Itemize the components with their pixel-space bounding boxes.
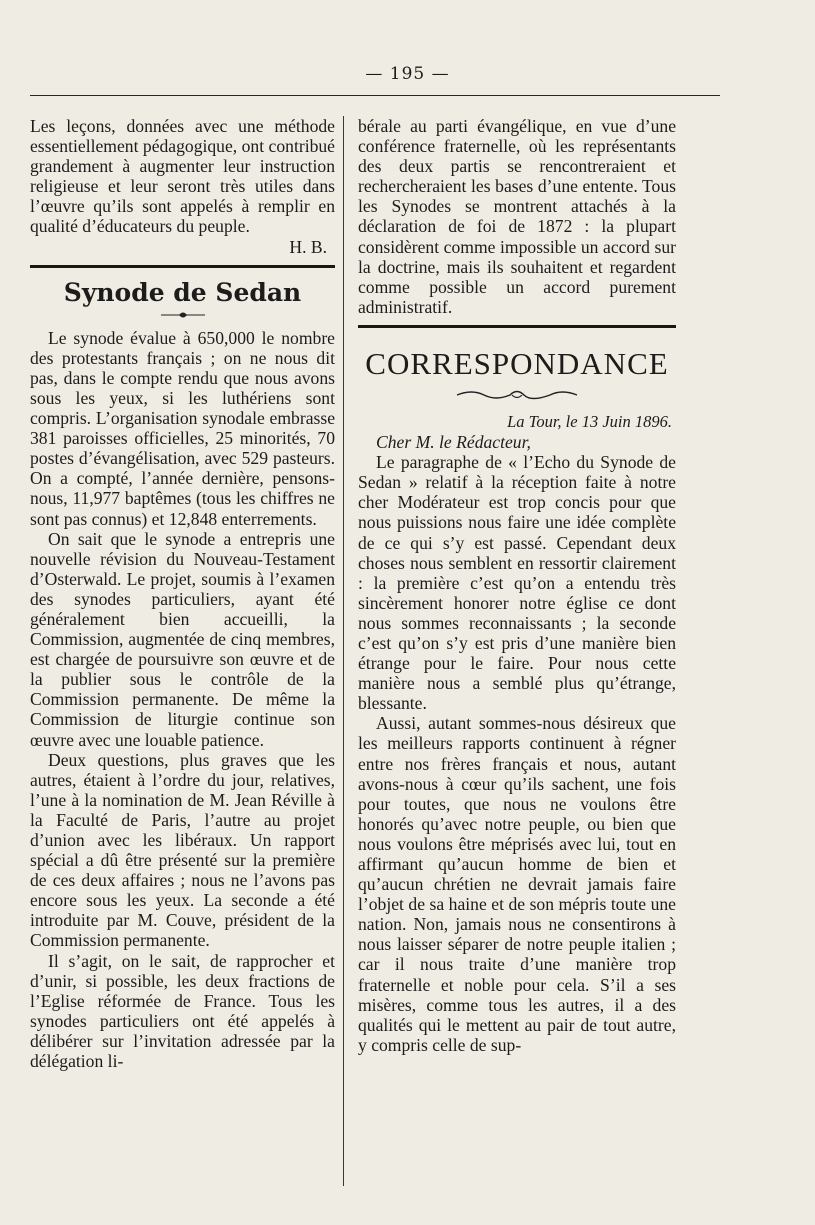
- continuation-paragraph: bérale au parti évangélique, en vue d’une conférence fraternelle, où les représentants des deux partis se rencontreraient et rechercheraient les bases d’une entente. Tous les Synodes se montrent attachés à la déclaration de foi de 1872 : la plupart considèrent comme impossible un accord sur la doctrine, mais ils souhaitent et regardent comme possible un accord purement administratif.: [358, 116, 676, 317]
- intro-paragraph: Les leçons, données avec une méthode essentiellement pédagogique, ont contribué grandement à augmenter leur instruction religieuse et leur seront très utiles dans l’œuvre qu’ils sont appelés à remplir en qualité d’éducateurs du peuple.: [30, 116, 335, 237]
- header-rule: [30, 95, 720, 96]
- section-rule: [30, 265, 335, 268]
- paragraph: Il s’agit, on le sait, de rapprocher et d’unir, si possible, les deux fractions de l’Eglise réformée de France. Tous les synodes particuliers ont été appelés à délibérer sur l’invitation adressée par la délégation li-: [30, 950, 335, 1072]
- paragraph: Le paragraphe de « l’Echo du Synode de Sedan » relatif à la réception faite à notre cher Modérateur est trop concis pour que nous puissions nous faire une idée complète de ce qui s’y est passé. Cependant deux choses nous semblent en ressortir clairement : la première c’est qu’on a entendu très sincèrement honorer notre église ce dont nous sommes reconnaissants ; la seconde c’est qu’on s’y est pris d’une manière bien étrange pour le faire. Pour nous cette manière nous a semblé plus qu’étrange, blessante.: [358, 452, 676, 714]
- section-title-correspondance: CORRESPONDANCE: [365, 345, 669, 381]
- paragraph: Deux questions, plus graves que les autres, étaient à l’ordre du jour, relatives, l’une à la nomination de M. Jean Réville à la Faculté de Paris, l’autre au projet d’union avec les libéraux. Un rapport spécial a dû être présenté sur la première de ces deux affaires ; nous ne l’avons pas encore sous les yeux. La seconde a été introduite par M. Couve, président de la Commission permanente.: [30, 749, 335, 951]
- paragraph: Aussi, autant sommes-nous désireux que les meilleurs rapports continuent à régner entre nos frères français et nous, autant avons-nous à cœur qu’ils sachent, une fois pour toutes, que nous ne voulons être honorés qu’avec notre peuple, ou bien que nous voulons être méprisés avec lui, tout en affirmant qu’aucun homme de bien et qu’aucun chrétien ne devrait jamais faire l’objet de sa haine et de son mépris toute une nation. Non, jamais nous ne consentirons à nous laisser séparer de notre peuple italien ; car il nous traite d’une manière trop fraternelle et noble pour cela. S’il a ses misères, comme tous les autres, il a des qualités qui le mettent au pair de tout autre, y compris celle de sup-: [358, 713, 676, 1055]
- right-column: [358, 116, 676, 1055]
- salutation: Cher M. le Rédacteur,: [376, 432, 531, 453]
- signature: H. B.: [289, 236, 327, 257]
- paragraph: On sait que le synode a entrepris une nouvelle révision du Nouveau-Testament d’Osterwald. Le projet, soumis à l’examen des synodes particuliers, ayant été généralement bien accueilli, la Commission, augmentée de cinq membres, est chargée de poursuivre son œuvre et de la publier sous le contrôle de la Commission permanente. De même la Commission de liturgie continue son œuvre avec une louable patience.: [30, 528, 335, 750]
- paragraph: Le synode évalue à 650,000 le nombre des protestants français ; on ne nous dit pas, dans le compte rendu que nous avons sous les yeux, si les luthériens sont compris. L’organisation synodale embrasse 381 paroisses officielles, 25 minorités, 70 postes d’évangélisation, avec 529 pasteurs. On a compté, l’année dernière, pensons-nous, 11,977 baptêmes (tous les chiffres ne sont pas connus) et 12,848 enterrements.: [30, 327, 335, 529]
- ornament-divider-icon: [153, 310, 213, 320]
- column-divider: [343, 116, 344, 1186]
- ornament-swirl-icon: [452, 386, 582, 402]
- dateline: La Tour, le 13 Juin 1896.: [507, 411, 672, 431]
- page-number: — 195 —: [365, 64, 450, 84]
- section-title-synode: Synode de Sedan: [63, 277, 302, 307]
- section-rule: [358, 325, 676, 328]
- left-column: [30, 116, 335, 1071]
